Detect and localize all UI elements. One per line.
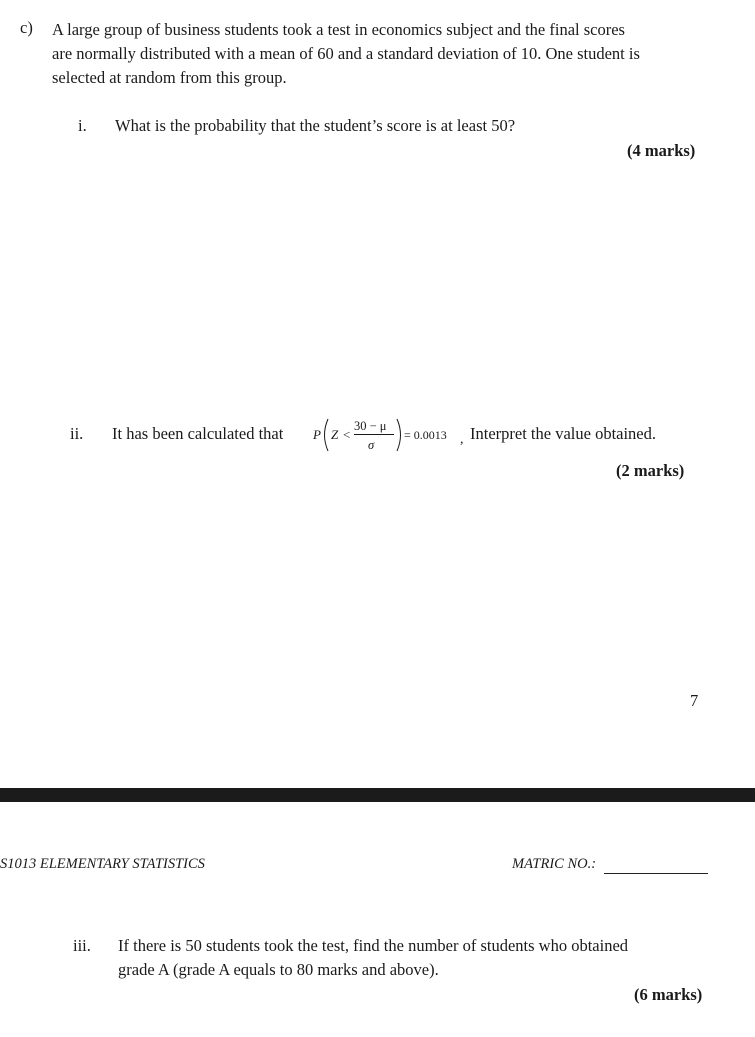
probability-formula [312, 414, 468, 456]
part-i-numeral: i. [78, 116, 87, 135]
part-i-question: What is the probability that the student’s score is at least 50? [115, 116, 516, 135]
part-ii-question: Interpret the value obtained. [470, 424, 657, 443]
question-c-line-2: are normally distributed with a mean of 60 and a standard deviation of 10. One student is [52, 44, 640, 63]
question-label: c) [20, 18, 33, 37]
question-c-line-1: A large group of business students took a test in economics subject and the final scores [52, 20, 625, 39]
part-iii-line-2: grade A (grade A equals to 80 marks and above). [118, 960, 439, 979]
matric-blank-line [604, 873, 708, 874]
formula-rhs: = 0.0013 [404, 428, 447, 442]
part-iii-numeral: iii. [73, 936, 91, 955]
formula-p: P [313, 427, 321, 442]
part-i-marks: (4 marks) [627, 141, 696, 160]
question-c-stem [52, 18, 712, 90]
part-ii-numeral: ii. [70, 424, 84, 443]
page-number: 7 [690, 691, 699, 710]
formula-right-paren [397, 419, 401, 451]
formula-denominator: σ [368, 438, 375, 452]
matric-label: MATRIC NO.: [512, 856, 597, 872]
formula-z: Z [331, 427, 339, 442]
formula-svg [312, 414, 468, 456]
formula-less-than: < [343, 427, 351, 442]
page-divider [0, 788, 755, 802]
course-header: S1013 ELEMENTARY STATISTICS [0, 856, 205, 872]
part-iii-marks: (6 marks) [634, 985, 703, 1004]
part-iii-line-1: If there is 50 students took the test, find the number of students who obtained [118, 936, 629, 955]
question-c-line-3: selected at random from this group. [52, 68, 287, 87]
formula-numerator: 30 − μ [354, 419, 387, 433]
formula-comma: , [460, 432, 464, 447]
part-ii-marks: (2 marks) [616, 461, 685, 480]
part-ii-intro: It has been calculated that [112, 424, 284, 443]
formula-left-paren [325, 419, 329, 451]
